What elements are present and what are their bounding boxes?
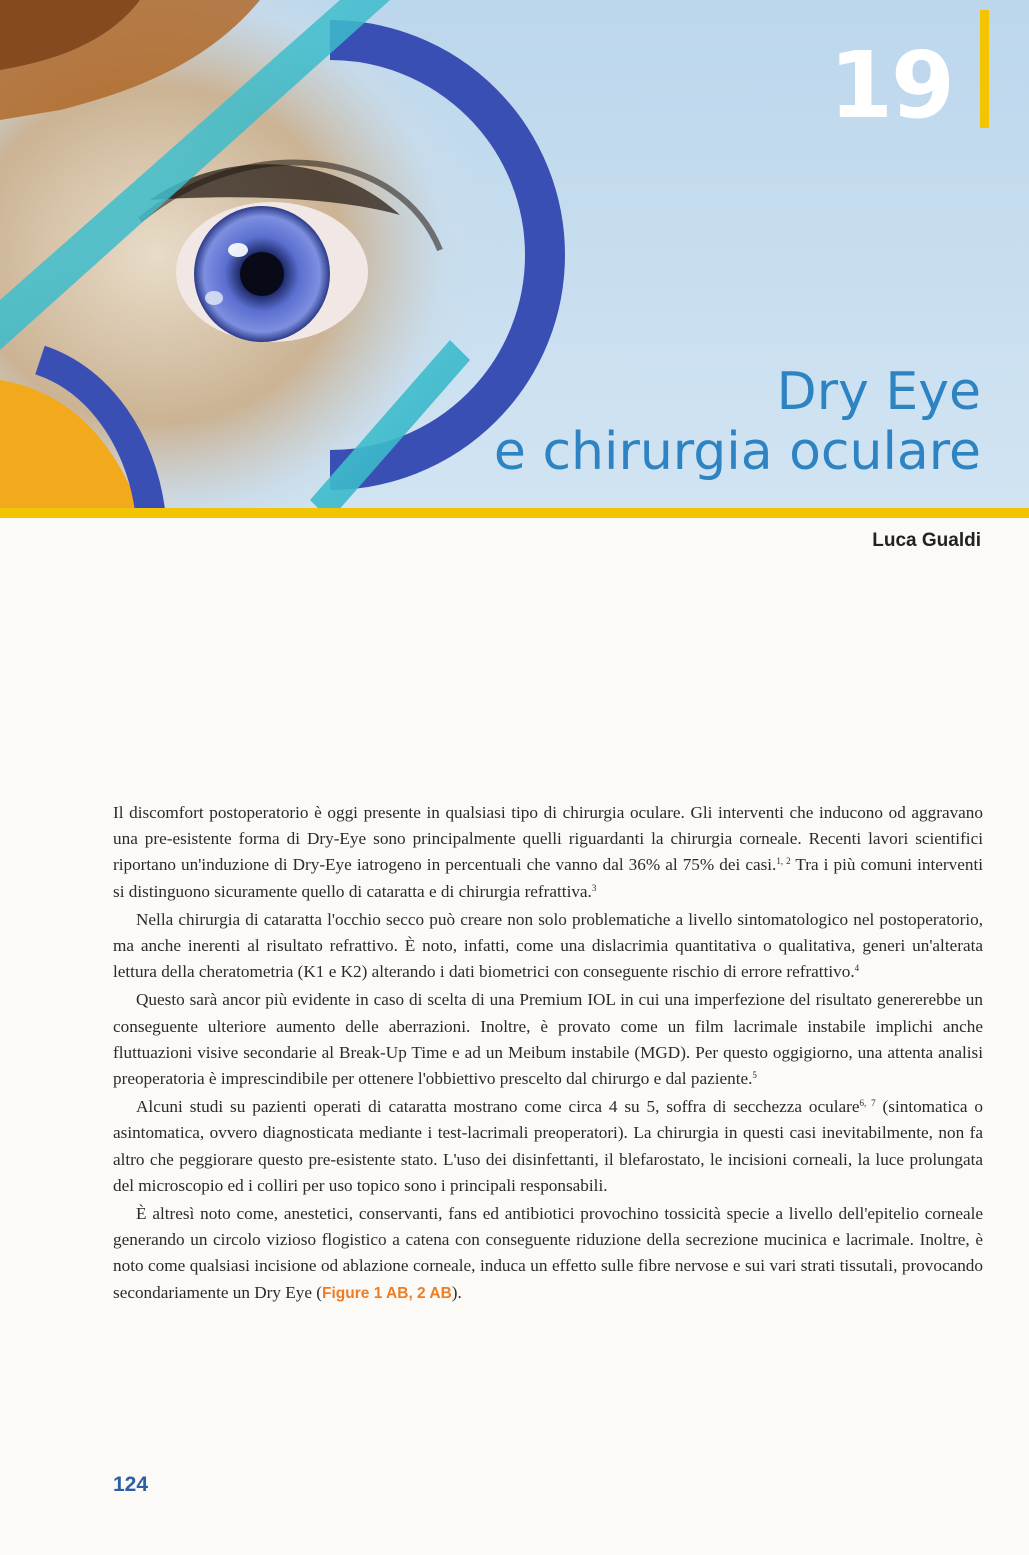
- paragraph-4-text-b: (sintomatica o asintomatica, ovvero diagnosticata mediante i test-lacrimali preoperatori). La chirurgia in questi casi inevitabilmente, non fa altro che peggiorare questo pre-esistente stato. L'uso dei disinfettanti, il blefarostato, le incisioni corneali, la luce prolungata del microscopio ed i colliri per uso topico sono i principali responsabili.: [113, 1097, 983, 1195]
- chapter-title: [494, 362, 981, 482]
- paragraph-4: [113, 1094, 983, 1199]
- chapter-title-line-2: e chirurgia oculare: [493, 422, 981, 482]
- paragraph-2-text: Nella chirurgia di cataratta l'occhio secco può creare non solo problematiche a livello sintomatologico nel postoperatorio, ma anche inerenti al risultato refrattivo. È noto, infatti, come una dislacrimia quantitativa o qualitativa, generi un'alterata lettura della cheratometria (K1 e K2) alterando i dati biometrici con conseguente rischio di errore refrattivo.: [113, 909, 983, 982]
- article-body: [113, 800, 983, 1309]
- page-number: 124: [113, 1473, 149, 1496]
- paragraph-5-text-a: È altresì noto come, anestetici, conservanti, fans ed antibiotici provochino tossicità specie a livello dell'epitelio corneale generando un circolo vizioso flogistico a catena con conseguente riduzione della secrezione mucinica e lacrimale. Inoltre, è noto come qualsiasi incisione od ablazione corneale, induca un effetto sulle fibre nervose e sui vari strati tissutali, provocando secondariamente un Dry Eye (: [113, 1204, 983, 1302]
- citation-ref: 3: [591, 882, 597, 893]
- citation-ref: 4: [854, 963, 860, 974]
- paragraph-5-text-b: ).: [451, 1282, 462, 1302]
- paragraph-3-text: Questo sarà ancor più evidente in caso di scelta di una Premium IOL in cui una imperfezione del risultato genererebbe un conseguente ulteriore aumento delle aberrazioni. Inoltre, è provato come un film lacrimale instabile implichi anche fluttuazioni visive secondarie al Break-Up Time e ad un Meibum instabile (MGD). Per questo oggigiorno, una attenta analisi preoperatoria è imprescindibile per ottenere l'obbiettivo prescelto dal chirurgo e dal paziente.: [113, 990, 983, 1089]
- paragraph-2: [113, 907, 983, 986]
- chapter-accent-bar: [980, 10, 989, 128]
- author-name: Luca Gualdi: [872, 530, 981, 551]
- paragraph-1-text-a: Il discomfort postoperatorio è oggi presente in qualsiasi tipo di chirurgia oculare. Gli interventi che inducono od aggravano una pre-esistente forma di Dry-Eye sono principalmente quelli riguardanti la chirurgia corneale. Recenti lavori scientifici riportano un'induzione di Dry-Eye iatrogeno in percentuali che vanno dal 36% al 75% dei casi.: [113, 803, 983, 875]
- chapter-header: [0, 0, 1029, 510]
- figure-reference-link[interactable]: Figure 1 AB, 2 AB: [322, 1284, 452, 1302]
- chapter-number: 19: [828, 32, 953, 139]
- citation-ref: 5: [752, 1070, 757, 1081]
- paragraph-3: [113, 987, 983, 1092]
- chapter-title-line-1: Dry Eye: [776, 362, 981, 422]
- paragraph-5: [113, 1201, 983, 1307]
- header-divider: [0, 508, 1029, 518]
- paragraph-4-text-a: Alcuni studi su pazienti operati di cataratta mostrano come circa 4 su 5, soffra di secchezza oculare: [136, 1097, 860, 1117]
- citation-ref: 6, 7: [859, 1098, 876, 1109]
- paragraph-1-text-b: Tra i più comuni interventi si distinguono sicuramente quello di cataratta e di chirurgia refrattiva.: [113, 855, 983, 901]
- citation-ref: 1, 2: [776, 856, 791, 867]
- paragraph-1: [113, 800, 983, 905]
